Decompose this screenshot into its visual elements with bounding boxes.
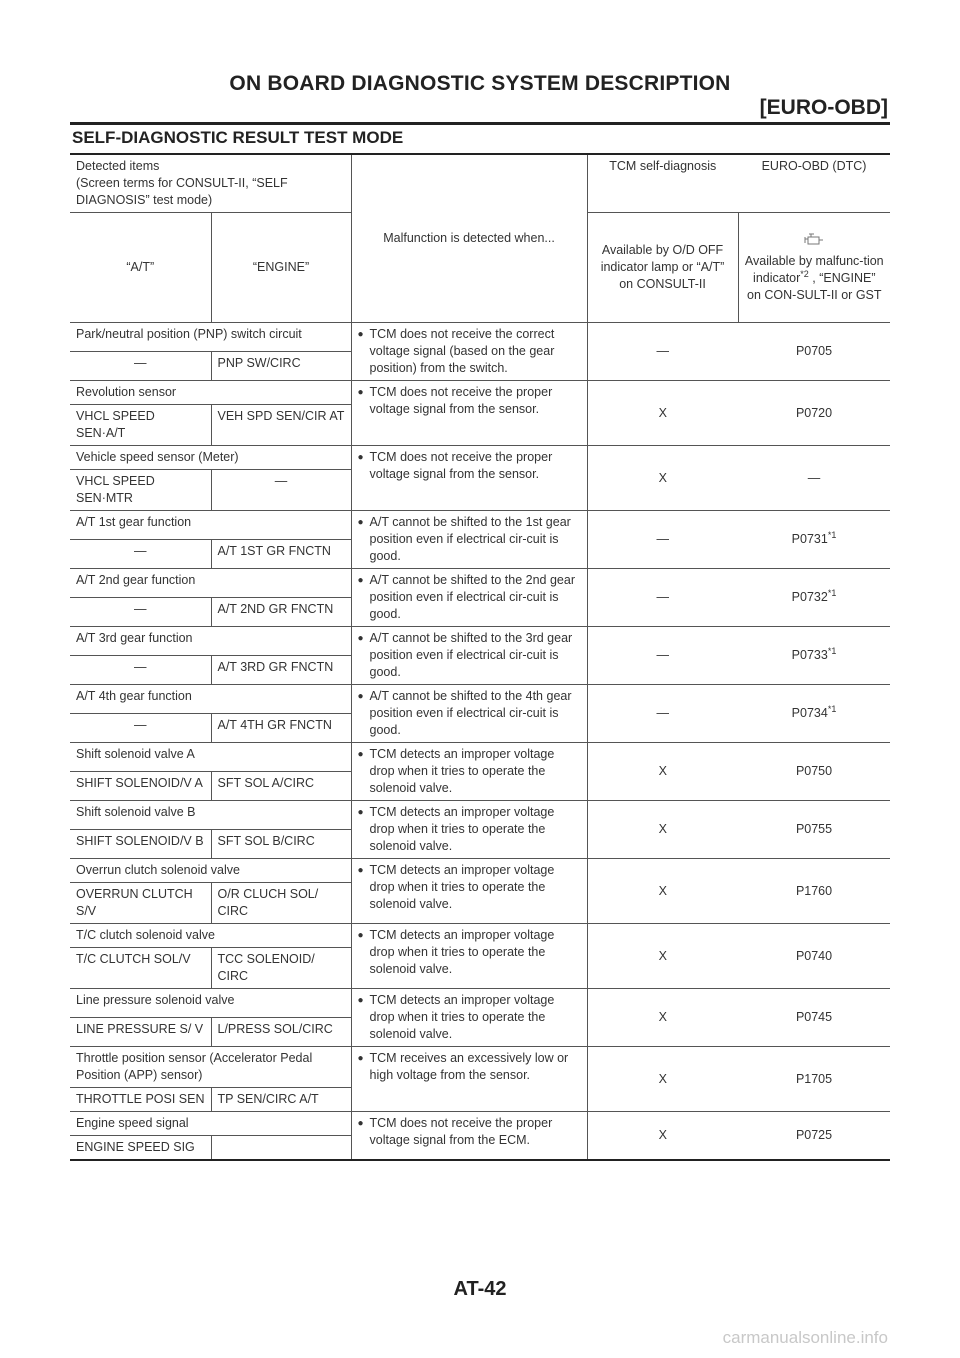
detected-item: Vehicle speed sensor (Meter): [70, 446, 351, 470]
table-row: [70, 989, 890, 1018]
malfunction-cell: [351, 446, 587, 511]
engine-screen-term: VEH SPD SEN/CIR AT: [211, 405, 351, 446]
table-row: [70, 859, 890, 883]
bullet-icon: ●: [357, 930, 364, 941]
page-number: AT-42: [453, 1278, 507, 1300]
dtc-code: [738, 924, 890, 989]
malfunction-bullet: [358, 862, 581, 913]
malfunction-text: TCM does not receive the proper voltage signal from the ECM.: [369, 1116, 553, 1147]
tcm-indicator: X: [587, 989, 738, 1047]
bullet-icon: ●: [357, 329, 364, 340]
page-title: ON BOARD DIAGNOSTIC SYSTEM DESCRIPTION: [229, 72, 731, 95]
table-row: [70, 569, 890, 598]
tcm-indicator: —: [587, 569, 738, 627]
dtc-code: [738, 859, 890, 924]
dtc-code: [738, 1112, 890, 1161]
detected-item: A/T 3rd gear function: [70, 627, 351, 656]
malfunction-bullet: [358, 449, 581, 483]
euro-sub-text-a: Available by malfunc-tion indicator: [744, 254, 884, 285]
at-screen-term: —: [70, 656, 211, 685]
dtc-code: [738, 381, 890, 446]
dtc-code: [738, 627, 890, 685]
dtc-code-text: P0705: [795, 344, 833, 358]
malfunction-cell: [351, 627, 587, 685]
malfunction-bullet: [358, 326, 581, 377]
at-screen-term: LINE PRESSURE S/ V: [70, 1018, 211, 1047]
tcm-indicator: X: [587, 1047, 738, 1112]
engine-screen-term: PNP SW/CIRC: [211, 352, 351, 381]
malfunction-cell: [351, 323, 587, 381]
header-euro-sub: [738, 213, 890, 323]
engine-screen-term: O/R CLUCH SOL/ CIRC: [211, 883, 351, 924]
malfunction-cell: [351, 801, 587, 859]
bullet-icon: ●: [357, 749, 364, 760]
table-row: [70, 743, 890, 772]
malfunction-cell: [351, 989, 587, 1047]
dtc-footnote: *1: [827, 529, 837, 540]
at-screen-term: THROTTLE POSI SEN: [70, 1088, 211, 1112]
malfunction-text: TCM detects an improper voltage drop when it tries to operate the solenoid valve.: [369, 805, 555, 853]
dtc-code: [738, 446, 890, 511]
bullet-icon: ●: [357, 865, 364, 876]
malfunction-cell: [351, 511, 587, 569]
engine-screen-term: [211, 1136, 351, 1161]
dtc-code: [738, 1047, 890, 1112]
detected-item: Revolution sensor: [70, 381, 351, 405]
header-engine: “ENGINE”: [211, 213, 351, 323]
header-detected-items: Detected items (Screen terms for CONSULT-II, “SELF DIAGNOSIS” test mode): [70, 154, 351, 213]
dtc-code-text: P0731: [791, 532, 828, 546]
engine-screen-term: TP SEN/CIRC A/T: [211, 1088, 351, 1112]
engine-screen-term: A/T 3RD GR FNCTN: [211, 656, 351, 685]
euro-sub-footnote: *2: [800, 268, 809, 279]
header-tcm: TCM self-diagnosis: [587, 154, 738, 213]
dtc-code-text: P0740: [795, 948, 833, 963]
engine-screen-term: —: [211, 470, 351, 511]
detected-item: Shift solenoid valve B: [70, 801, 351, 830]
table-row: [70, 1047, 890, 1088]
bullet-icon: ●: [357, 1053, 364, 1064]
page-subtitle: [EURO-OBD]: [759, 96, 888, 119]
table-row: [70, 511, 890, 540]
euro-sub-text-b: , “ENGINE” on CON-SULT-II or GST: [747, 271, 882, 302]
engine-screen-term: SFT SOL A/CIRC: [211, 772, 351, 801]
malfunction-bullet: [358, 746, 581, 797]
tcm-indicator: X: [587, 801, 738, 859]
table-row: [70, 685, 890, 714]
dtc-footnote: *1: [827, 587, 837, 598]
dtc-footnote: *1: [827, 645, 837, 656]
dtc-code: [738, 685, 890, 743]
at-screen-term: ENGINE SPEED SIG: [70, 1136, 211, 1161]
diagnostic-rows: [70, 323, 890, 1161]
detected-item: Throttle position sensor (Accelerator Pedal Position (APP) sensor): [70, 1047, 351, 1088]
at-screen-term: VHCL SPEED SEN·MTR: [70, 470, 211, 511]
engine-screen-term: TCC SOLENOID/ CIRC: [211, 948, 351, 989]
malfunction-bullet: [358, 514, 581, 565]
engine-malfunction-icon: [801, 231, 827, 249]
malfunction-text: A/T cannot be shifted to the 2nd gear position even if electrical cir-cuit is good.: [369, 573, 575, 621]
engine-screen-term: A/T 2ND GR FNCTN: [211, 598, 351, 627]
detected-item: A/T 2nd gear function: [70, 569, 351, 598]
dtc-code-text: P0755: [795, 822, 833, 836]
engine-screen-term: L/PRESS SOL/CIRC: [211, 1018, 351, 1047]
dtc-code-text: P0733: [791, 648, 828, 662]
dtc-code: [738, 989, 890, 1047]
malfunction-cell: [351, 859, 587, 924]
at-screen-term: OVERRUN CLUTCH S/V: [70, 883, 211, 924]
dtc-footnote: *1: [827, 703, 837, 714]
section-title: SELF-DIAGNOSTIC RESULT TEST MODE: [72, 128, 404, 147]
bullet-icon: ●: [357, 387, 364, 398]
malfunction-text: TCM detects an improper voltage drop when it tries to operate the solenoid valve.: [369, 747, 555, 795]
tcm-indicator: —: [587, 511, 738, 569]
bullet-icon: ●: [357, 633, 364, 644]
tcm-indicator: X: [587, 1112, 738, 1161]
engine-screen-term: A/T 4TH GR FNCTN: [211, 714, 351, 743]
table-row: [70, 323, 890, 352]
dtc-code-text: P1760: [795, 883, 833, 898]
malfunction-cell: [351, 1047, 587, 1112]
at-screen-term: —: [70, 598, 211, 627]
table-row: [70, 924, 890, 948]
dtc-code-text: P1705: [795, 1071, 833, 1086]
malfunction-bullet: [358, 572, 581, 623]
tcm-indicator: X: [587, 924, 738, 989]
tcm-indicator: —: [587, 323, 738, 381]
watermark: carmanualsonline.info: [722, 1328, 888, 1347]
dtc-code-text: P0734: [791, 706, 828, 720]
malfunction-text: TCM detects an improper voltage drop when it tries to operate the solenoid valve.: [369, 863, 555, 911]
malfunction-cell: [351, 743, 587, 801]
bullet-icon: ●: [357, 995, 364, 1006]
tcm-indicator: X: [587, 859, 738, 924]
header-euro-obd: EURO-OBD (DTC): [738, 154, 890, 213]
at-screen-term: T/C CLUTCH SOL/V: [70, 948, 211, 989]
detected-item: T/C clutch solenoid valve: [70, 924, 351, 948]
malfunction-text: A/T cannot be shifted to the 4th gear position even if electrical cir-cuit is good.: [369, 689, 572, 737]
at-screen-term: SHIFT SOLENOID/V B: [70, 830, 211, 859]
malfunction-bullet: [358, 384, 581, 418]
dtc-code-text: P0725: [795, 1128, 833, 1142]
table-row: [70, 627, 890, 656]
table-row: [70, 446, 890, 470]
bullet-icon: ●: [357, 575, 364, 586]
tcm-indicator: —: [587, 685, 738, 743]
at-screen-term: VHCL SPEED SEN·A/T: [70, 405, 211, 446]
detected-item: Line pressure solenoid valve: [70, 989, 351, 1018]
dtc-code: [738, 323, 890, 381]
header-rule: [70, 122, 890, 125]
malfunction-cell: [351, 924, 587, 989]
tcm-indicator: —: [587, 627, 738, 685]
detected-item: Shift solenoid valve A: [70, 743, 351, 772]
table-row: [70, 1112, 890, 1136]
header-at: “A/T”: [70, 213, 211, 323]
at-screen-term: —: [70, 352, 211, 381]
malfunction-cell: [351, 381, 587, 446]
dtc-code-text: P0745: [795, 1010, 833, 1024]
malfunction-text: A/T cannot be shifted to the 1st gear position even if electrical cir-cuit is good.: [369, 515, 571, 563]
malfunction-bullet: [358, 992, 581, 1043]
malfunction-bullet: [358, 1115, 581, 1149]
at-screen-term: SHIFT SOLENOID/V A: [70, 772, 211, 801]
malfunction-text: TCM does not receive the proper voltage signal from the sensor.: [369, 385, 553, 416]
dtc-code-text: P0732: [791, 590, 828, 604]
bullet-icon: ●: [357, 1118, 364, 1129]
malfunction-text: TCM receives an excessively low or high voltage from the sensor.: [369, 1051, 569, 1082]
malfunction-bullet: [358, 630, 581, 681]
header-tcm-sub: Available by O/D OFF indicator lamp or “A/T” on CONSULT-II: [587, 213, 738, 323]
dtc-code: [738, 511, 890, 569]
malfunction-text: TCM detects an improper voltage drop when it tries to operate the solenoid valve.: [369, 928, 555, 976]
tcm-indicator: X: [587, 743, 738, 801]
dtc-code: [738, 569, 890, 627]
dtc-code: [738, 801, 890, 859]
table-row: [70, 801, 890, 830]
bullet-icon: ●: [357, 807, 364, 818]
table-row: [70, 381, 890, 405]
malfunction-bullet: [358, 688, 581, 739]
dtc-code-text: P0750: [795, 764, 833, 778]
dtc-code-text: P0720: [795, 405, 833, 420]
at-screen-term: —: [70, 540, 211, 569]
tcm-indicator: X: [587, 381, 738, 446]
malfunction-text: TCM does not receive the correct voltage signal (based on the gear position) from the switch.: [369, 327, 555, 375]
bullet-icon: ●: [357, 517, 364, 528]
malfunction-bullet: [358, 804, 581, 855]
detected-item: A/T 4th gear function: [70, 685, 351, 714]
detected-item: Engine speed signal: [70, 1112, 351, 1136]
malfunction-cell: [351, 685, 587, 743]
at-screen-term: —: [70, 714, 211, 743]
malfunction-bullet: [358, 1050, 581, 1084]
malfunction-cell: [351, 1112, 587, 1161]
header-malfunction: Malfunction is detected when...: [351, 154, 587, 323]
malfunction-text: TCM does not receive the proper voltage signal from the sensor.: [369, 450, 553, 481]
engine-screen-term: A/T 1ST GR FNCTN: [211, 540, 351, 569]
tcm-indicator: X: [587, 446, 738, 511]
bullet-icon: ●: [357, 691, 364, 702]
detected-item: A/T 1st gear function: [70, 511, 351, 540]
diagnostic-table: [70, 153, 890, 1161]
engine-screen-term: SFT SOL B/CIRC: [211, 830, 351, 859]
detected-item: Park/neutral position (PNP) switch circuit: [70, 323, 351, 352]
dtc-code-text: —: [807, 470, 821, 485]
malfunction-text: TCM detects an improper voltage drop when it tries to operate the solenoid valve.: [369, 993, 555, 1041]
malfunction-bullet: [358, 927, 581, 978]
malfunction-text: A/T cannot be shifted to the 3rd gear position even if electrical cir-cuit is good.: [369, 631, 573, 679]
bullet-icon: ●: [357, 452, 364, 463]
malfunction-cell: [351, 569, 587, 627]
dtc-code: [738, 743, 890, 801]
detected-item: Overrun clutch solenoid valve: [70, 859, 351, 883]
